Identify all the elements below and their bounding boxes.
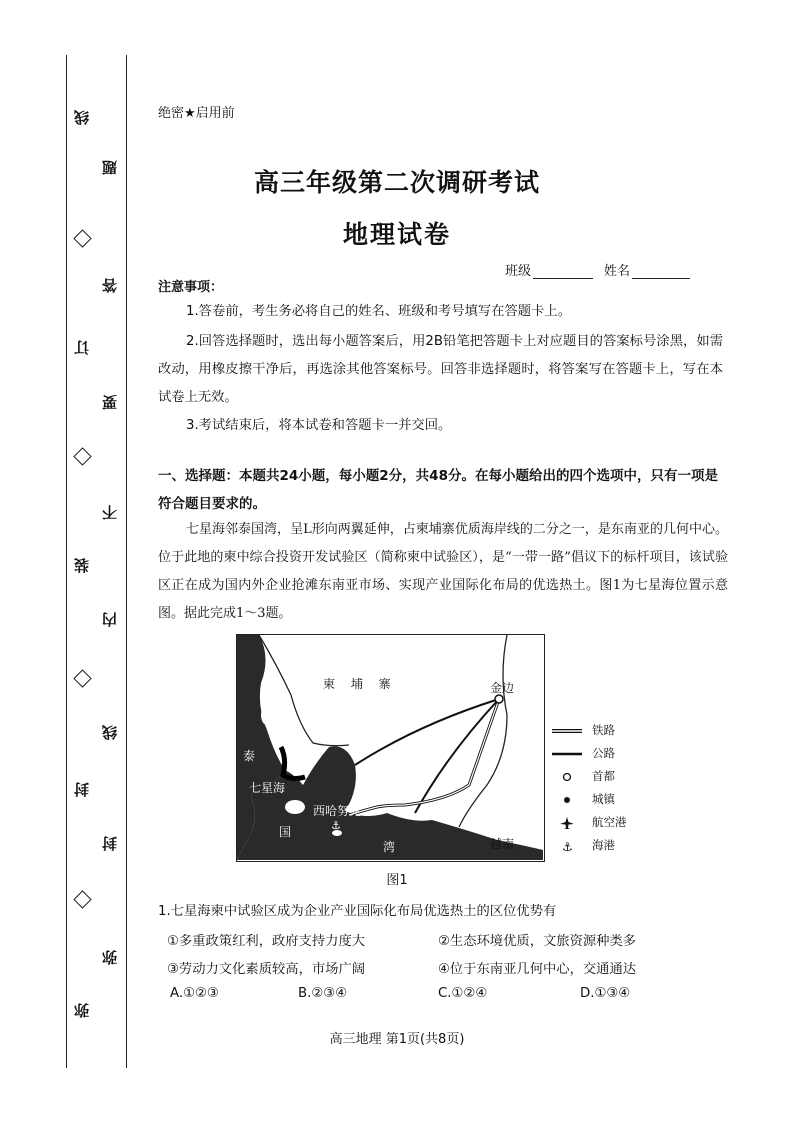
label-phnom-penh: 金边: [490, 681, 515, 695]
map-legend: [552, 722, 642, 860]
qixinghai-location-map: [236, 634, 545, 862]
airport-icon: [552, 816, 582, 830]
binding-char: 线: [101, 725, 119, 740]
legend-railway: [552, 722, 642, 745]
choice-d: D.①③④: [580, 986, 631, 1001]
notice-item-1: 1.答卷前，考生务必将自己的姓名、班级和考号填写在答题卡上。: [186, 304, 571, 319]
notice-title: 注意事项：: [158, 280, 224, 295]
class-label: 班级: [505, 264, 532, 279]
class-blank: [533, 278, 593, 279]
highway-symbol: [552, 747, 582, 761]
diamond-icon: [73, 669, 91, 687]
binding-char: 要: [101, 395, 119, 410]
statement-3: ③劳动力文化素质较高，市场广阔: [167, 962, 366, 977]
binding-char: 线: [73, 110, 91, 125]
qixinghai-coast: [281, 747, 305, 779]
name-blank: [632, 278, 690, 279]
statement-2: ②生态环境优质，文旅资源种类多: [438, 934, 637, 949]
capital-symbol: [552, 770, 582, 784]
highway-line: [355, 699, 499, 813]
legend-label: 海港: [592, 838, 615, 852]
binding-line-outer: [66, 55, 67, 1068]
binding-char: 封: [101, 836, 119, 851]
label-thailand: 泰: [243, 749, 256, 763]
binding-line-inner: [126, 55, 127, 1068]
label-qixinghai: 七星海: [249, 781, 286, 795]
diamond-icon: [73, 890, 91, 908]
notice-item-2: 2.回答选择题时，选出每小题答案后，用2B铅笔把答题卡上对应题目的答案标号涂黑，如需改动，用橡皮擦干净后，再选涂其他答案标号。回答非选择题时，将答案写在答题卡上，写在本试卷上无效。: [158, 334, 723, 405]
binding-char: 内: [101, 612, 119, 627]
seaport-icon: ⚓: [331, 819, 341, 832]
choice-b: B.②③④: [298, 986, 348, 1001]
legend-label: 航空港: [592, 815, 627, 829]
choice-a: A.①②③: [170, 986, 219, 1001]
legend-label: 公路: [592, 746, 615, 760]
railway-symbol: [552, 724, 582, 738]
name-field: [604, 260, 690, 279]
legend-label: 城镇: [592, 792, 615, 806]
island: [269, 691, 277, 703]
binding-char: 答: [101, 278, 119, 293]
town-symbol: [552, 793, 582, 807]
confidential-label: 绝密★启用前: [158, 106, 235, 121]
subject-title: 地理试卷: [342, 220, 451, 249]
name-label: 姓名: [604, 264, 631, 279]
notice-item-3: 3.考试结束后，将本试卷和答题卡一并交回。: [186, 418, 452, 433]
legend-highway: [552, 745, 642, 768]
section-heading: 一、选择题：本题共24小题，每小题2分，共48分。在每小题给出的四个选项中，只有一项是符合题目要求的。: [158, 468, 718, 512]
label-gulf-wan: 湾: [383, 840, 396, 854]
border-line: [459, 635, 507, 827]
legend-airport: [552, 814, 642, 837]
legend-label: 首都: [592, 769, 615, 783]
figure-caption: 图1: [386, 873, 408, 888]
legend-seaport: [552, 837, 642, 860]
exam-title: 高三年级第二次调研考试: [253, 168, 540, 197]
binding-char: 封: [73, 782, 91, 797]
svg-text:⚓: ⚓: [562, 840, 573, 853]
binding-char: 装: [73, 558, 91, 573]
class-field: [505, 260, 593, 279]
statement-4: ④位于东南亚几何中心，交通通达: [438, 962, 637, 977]
binding-char: 弥: [73, 1003, 91, 1018]
question-1-stem: 1.七星海柬中试验区成为企业产业国际化布局优选热土的区位优势有: [158, 904, 557, 919]
choice-c: C.①②④: [438, 986, 488, 1001]
label-vietnam: 越南: [490, 837, 515, 851]
anchor-icon: [552, 839, 582, 853]
label-sihanoukville: 西哈努克: [313, 804, 362, 818]
label-cambodia: 柬 埔 寨: [323, 677, 397, 691]
statement-1: ①多重政策红利，政府支持力度大: [167, 934, 366, 949]
capital-marker: [495, 695, 503, 703]
label-gulf-guo: 国: [279, 825, 292, 839]
legend-label: 铁路: [592, 723, 615, 737]
reading-passage: 七星海邻泰国湾，呈L形向两翼延伸，占柬埔寨优质海岸线的二分之一，是东南亚的几何中心。位于此地的柬中综合投资开发试验区（简称柬中试验区），是“一带一路”倡议下的标杆项目，该试验区正在成为国内外企业抢滩东南亚市场、实现产业国际化布局的优选热土。图1为七星海位置示意图。据此完成1～3题。: [158, 522, 728, 621]
binding-char: 题: [101, 160, 119, 175]
legend-capital: [552, 768, 642, 791]
binding-char: 弥: [101, 950, 119, 965]
island: [285, 800, 305, 814]
island: [261, 705, 273, 725]
binding-char: 订: [73, 340, 91, 355]
page-footer: 高三地理 第1页(共8页): [329, 1032, 465, 1047]
diamond-icon: [73, 447, 91, 465]
legend-town: [552, 791, 642, 814]
binding-char: 不: [101, 505, 119, 520]
